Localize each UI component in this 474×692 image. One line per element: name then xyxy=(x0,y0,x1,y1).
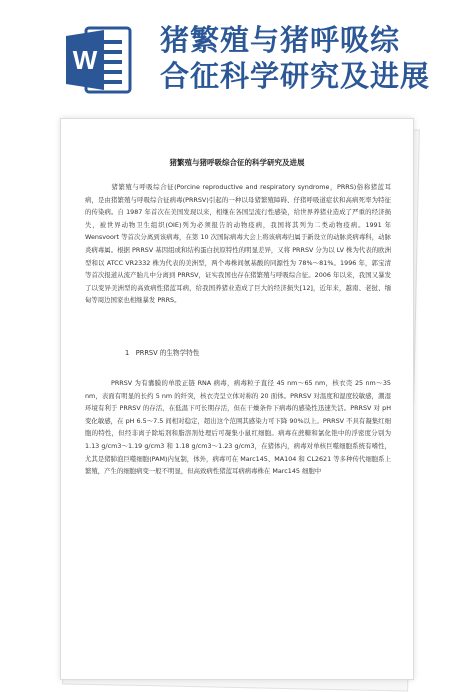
document-title: 猪繁殖与猪呼吸综合征的科学研究及进展 xyxy=(169,158,305,167)
word-document-icon xyxy=(64,24,132,96)
paragraph-intro xyxy=(85,181,391,307)
word-logo-letter: W xyxy=(72,45,98,75)
paragraph-biology-text: PRRSV 为有囊膜的单股正链 RNA 病毒，病毒粒子直径 45 nm～65 nm，核衣壳 25 nm～35 nm，表面有明显的长约 5 nm 的纤突，核衣壳呈立体对称的 20 面体。PRRSV 对温度和湿度较敏感，潮湿环境有利于 PRRSV 的存活，在低温下可长期存活，但在干燥条件下病毒的感染性迅速失活。PRRSV 对 pH 变化敏感，在 pH 6.5～7.5 间相对稳定，超出这个范围其感染力可下降 90%以上。PRRSV 不具有凝集红细胞的特性，但经非离子除垢剂和脂溶剂处理后可凝集小鼠红细胞。病毒在蔗糖和氯化铯中的浮密度分别为 1.13 g/cm3～1.19 g/cm3 和 1.18 g/cm3～1.23 g/cm3，在猪体内，病毒对单核巨噬细胞系统有嗜性，尤其是猪肺泡巨噬细胞(PAM)内复制，体外，病毒可在 Marc145、MA104 和 CL2621 等多种传代细胞系上繁殖，产生的细胞病变一般不明显，但高致病性猪蓝耳病病毒株在 Marc145 细胞中 xyxy=(85,379,391,476)
document-preview xyxy=(60,118,416,678)
banner-title-line1: 猪繁殖与猪呼吸综 xyxy=(160,23,401,57)
paragraph-intro-text: 猪繁殖与呼吸综合征(Porcine reproductive and respiratory syndrome，PRRS)俗称猪蓝耳病，是由猪繁殖与呼吸综合征病毒(PRRSV)引起的一种以母猪繁殖障碍、仔猪呼吸道症状和高病死率为特征的传染病。自 1987 年首次在美国发现以来，相继在各国呈流行性感染，给世界养猪业造成了严重的经济损失，被世界动物卫生组织(OIE)列为必须报告的动物疫病，我国将其列为二类动物疫病。1991 年 Wensvoort 等首次分离到该病毒，在第 10 次国际病毒大会上将该病毒归属于新设立的动脉炎病毒科，动脉炎病毒属。根据 PRRSV 基因组或和结构蛋白抗原特性的明显差异，又将 PRRSV 分为以 LV 株为代表的欧洲型和以 ATCC VR2332 株为代表的美洲型，两个毒株间氨基酸的同源性为 78%～81%。1996 年，郭宝清等首次报道从流产胎儿中分离到 PRRSV，证实我国也存在猪繁殖与呼吸综合征。2006 年以来，我国又暴发了以变异美洲型的高致病性猪蓝耳病，给我国养猪业造成了巨大的经济损失[12]，近年来，越南、老挝、缅甸等周边国家也相继暴发 PRRS。 xyxy=(85,183,391,305)
banner-title xyxy=(160,22,460,94)
document-page xyxy=(60,118,414,680)
section-heading: 1 PRRSV 的生物学特性 xyxy=(125,349,200,357)
banner xyxy=(0,0,474,118)
banner-title-line2: 合征科学研究及进展 xyxy=(160,59,431,93)
paragraph-biology xyxy=(85,377,391,478)
